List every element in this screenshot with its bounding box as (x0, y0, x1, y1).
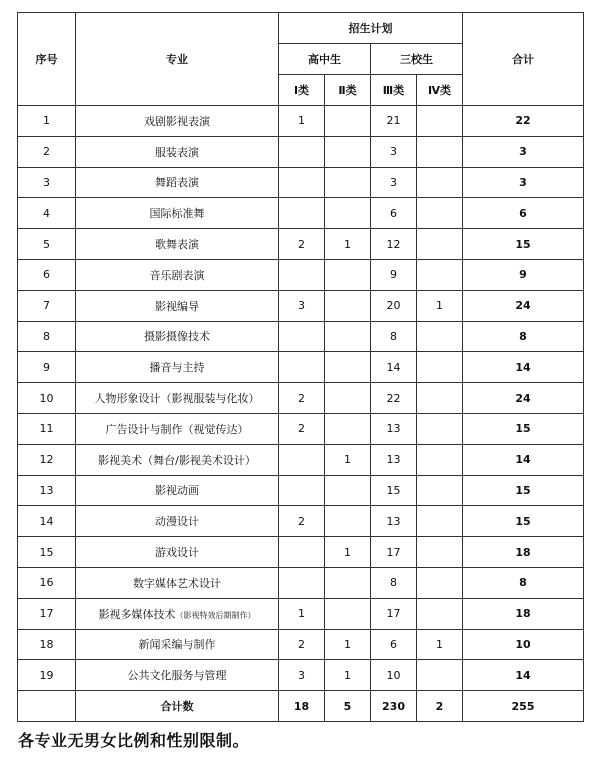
major-name: 播音与主持 (149, 361, 205, 375)
footnote: 各专业无男女比例和性别限制。 (18, 731, 250, 750)
header-type2: Ⅱ类 (325, 75, 371, 106)
row-type2-cell: 1 (325, 629, 371, 660)
row-total-cell: 15 (463, 413, 584, 444)
row-type2-cell: 1 (325, 444, 371, 475)
row-type1-cell (279, 198, 325, 229)
major-name: 音乐剧表演 (149, 268, 205, 282)
row-type1-cell (279, 321, 325, 352)
row-type3-cell: 8 (371, 321, 417, 352)
table-row (18, 321, 584, 352)
table-row (18, 167, 584, 198)
row-total-cell: 8 (463, 567, 584, 598)
row-type4-cell (417, 321, 463, 352)
table-row (18, 629, 584, 660)
header-type1: Ⅰ类 (279, 75, 325, 106)
row-type2-cell (325, 321, 371, 352)
row-total-cell: 8 (463, 321, 584, 352)
row-major-cell (76, 259, 279, 290)
row-type3-cell: 6 (371, 198, 417, 229)
header-total: 合计 (463, 13, 584, 106)
row-type3-cell: 14 (371, 352, 417, 383)
major-name: 影视多媒体技术 (98, 607, 176, 621)
major-name: 舞蹈表演 (155, 176, 199, 190)
table-row (18, 413, 584, 444)
row-type3-cell: 6 (371, 629, 417, 660)
row-seq-cell: 8 (18, 321, 76, 352)
row-major-cell (76, 290, 279, 321)
row-major-cell (76, 537, 279, 568)
row-seq-cell: 10 (18, 383, 76, 414)
row-type1-cell: 2 (279, 413, 325, 444)
row-type2-cell (325, 475, 371, 506)
row-type2-cell (325, 506, 371, 537)
row-total-cell: 3 (463, 136, 584, 167)
row-seq-cell: 5 (18, 229, 76, 260)
table-body (18, 106, 584, 722)
table-row (18, 198, 584, 229)
table-row (18, 229, 584, 260)
table-row (18, 383, 584, 414)
row-type3-cell: 20 (371, 290, 417, 321)
row-type4-cell (417, 352, 463, 383)
row-type3-cell: 17 (371, 598, 417, 629)
row-seq-cell: 9 (18, 352, 76, 383)
row-seq-cell: 15 (18, 537, 76, 568)
row-total-cell: 18 (463, 537, 584, 568)
summary-seq-cell (18, 691, 76, 722)
major-name: 数字媒体艺术设计 (133, 576, 221, 590)
major-name: 戏剧影视表演 (144, 114, 210, 128)
table-row (18, 598, 584, 629)
row-type4-cell (417, 259, 463, 290)
row-type4-cell (417, 167, 463, 198)
row-type1-cell (279, 259, 325, 290)
row-type4-cell (417, 598, 463, 629)
row-major-cell (76, 475, 279, 506)
row-total-cell: 24 (463, 383, 584, 414)
row-seq-cell: 11 (18, 413, 76, 444)
row-type1-cell (279, 567, 325, 598)
summary-type4: 2 (417, 691, 463, 722)
table-row (18, 106, 584, 137)
row-seq-cell: 13 (18, 475, 76, 506)
row-major-cell (76, 321, 279, 352)
row-seq-cell: 6 (18, 259, 76, 290)
row-seq-cell: 3 (18, 167, 76, 198)
major-name: 影视美术（舞台/影视美术设计） (98, 453, 256, 467)
row-type2-cell (325, 290, 371, 321)
row-type2-cell: 1 (325, 537, 371, 568)
row-type3-cell: 9 (371, 259, 417, 290)
major-name: 影视动画 (155, 484, 199, 498)
row-type4-cell (417, 413, 463, 444)
header-seq: 序号 (18, 13, 76, 106)
row-type1-cell: 2 (279, 229, 325, 260)
row-major-cell (76, 167, 279, 198)
major-name: 动漫设计 (155, 515, 199, 529)
row-type2-cell (325, 352, 371, 383)
row-type1-cell (279, 475, 325, 506)
major-name: 游戏设计 (155, 546, 199, 560)
row-type2-cell (325, 567, 371, 598)
row-total-cell: 15 (463, 229, 584, 260)
row-type4-cell (417, 660, 463, 691)
row-seq-cell: 16 (18, 567, 76, 598)
row-type4-cell (417, 537, 463, 568)
row-type3-cell: 13 (371, 506, 417, 537)
major-name: 影视编导 (155, 299, 199, 313)
row-seq-cell: 17 (18, 598, 76, 629)
row-type3-cell: 21 (371, 106, 417, 137)
row-major-cell (76, 229, 279, 260)
row-total-cell: 14 (463, 660, 584, 691)
row-seq-cell: 14 (18, 506, 76, 537)
summary-label: 合计数 (76, 691, 279, 722)
row-total-cell: 15 (463, 475, 584, 506)
row-major-cell (76, 413, 279, 444)
row-major-cell (76, 444, 279, 475)
row-type2-cell: 1 (325, 660, 371, 691)
table-row (18, 660, 584, 691)
row-type3-cell: 22 (371, 383, 417, 414)
header-type3: Ⅲ类 (371, 75, 417, 106)
row-total-cell: 14 (463, 352, 584, 383)
major-name: 公共文化服务与管理 (127, 669, 227, 683)
row-total-cell: 15 (463, 506, 584, 537)
row-type1-cell: 1 (279, 106, 325, 137)
row-seq-cell: 4 (18, 198, 76, 229)
row-type3-cell: 12 (371, 229, 417, 260)
row-total-cell: 10 (463, 629, 584, 660)
row-type3-cell: 3 (371, 167, 417, 198)
row-type4-cell (417, 106, 463, 137)
row-type3-cell: 15 (371, 475, 417, 506)
row-type4-cell (417, 506, 463, 537)
table-row (18, 567, 584, 598)
row-seq-cell: 12 (18, 444, 76, 475)
row-major-cell (76, 106, 279, 137)
row-seq-cell: 18 (18, 629, 76, 660)
major-name: 人物形象设计（影视服装与化妆） (94, 392, 260, 406)
row-type1-cell (279, 444, 325, 475)
row-type3-cell: 8 (371, 567, 417, 598)
row-type3-cell: 13 (371, 444, 417, 475)
row-total-cell: 24 (463, 290, 584, 321)
row-total-cell: 6 (463, 198, 584, 229)
row-total-cell: 9 (463, 259, 584, 290)
row-type2-cell (325, 413, 371, 444)
row-total-cell: 22 (463, 106, 584, 137)
row-total-cell: 3 (463, 167, 584, 198)
row-type3-cell: 10 (371, 660, 417, 691)
summary-type3: 230 (371, 691, 417, 722)
summary-total: 255 (463, 691, 584, 722)
major-name: 服装表演 (155, 145, 199, 159)
row-seq-cell: 2 (18, 136, 76, 167)
row-type4-cell (417, 229, 463, 260)
summary-row (18, 691, 584, 722)
row-major-cell (76, 629, 279, 660)
header-major: 专业 (76, 13, 279, 106)
row-type4-cell: 1 (417, 290, 463, 321)
row-seq-cell: 1 (18, 106, 76, 137)
row-type4-cell (417, 383, 463, 414)
row-type2-cell: 1 (325, 229, 371, 260)
row-type3-cell: 17 (371, 537, 417, 568)
table-row (18, 259, 584, 290)
row-type1-cell (279, 136, 325, 167)
row-type3-cell: 3 (371, 136, 417, 167)
row-type4-cell: 1 (417, 629, 463, 660)
row-type2-cell (325, 198, 371, 229)
row-type4-cell (417, 198, 463, 229)
major-note: （影视特效后期制作） (175, 610, 256, 620)
row-type4-cell (417, 444, 463, 475)
row-type2-cell (325, 167, 371, 198)
row-type4-cell (417, 475, 463, 506)
row-major-cell (76, 598, 279, 629)
header-three-schools: 三校生 (371, 44, 463, 75)
row-type1-cell: 2 (279, 506, 325, 537)
row-total-cell: 14 (463, 444, 584, 475)
summary-type2: 5 (325, 691, 371, 722)
table-row (18, 290, 584, 321)
header-plan: 招生计划 (279, 13, 463, 44)
row-total-cell: 18 (463, 598, 584, 629)
table-row (18, 475, 584, 506)
row-type3-cell: 13 (371, 413, 417, 444)
header-high-school: 高中生 (279, 44, 371, 75)
header-type4: Ⅳ类 (417, 75, 463, 106)
row-type1-cell: 3 (279, 290, 325, 321)
row-type1-cell (279, 167, 325, 198)
row-major-cell (76, 506, 279, 537)
row-seq-cell: 19 (18, 660, 76, 691)
table-row (18, 352, 584, 383)
row-type2-cell (325, 136, 371, 167)
row-type2-cell (325, 259, 371, 290)
enrollment-plan-table (17, 12, 584, 722)
row-major-cell (76, 198, 279, 229)
table-row (18, 506, 584, 537)
table-row (18, 444, 584, 475)
row-type4-cell (417, 567, 463, 598)
row-type1-cell: 3 (279, 660, 325, 691)
row-major-cell (76, 136, 279, 167)
table-row (18, 136, 584, 167)
row-seq-cell: 7 (18, 290, 76, 321)
row-type1-cell (279, 537, 325, 568)
major-name: 新闻采编与制作 (138, 638, 216, 652)
row-major-cell (76, 567, 279, 598)
major-name: 广告设计与制作（视觉传达） (105, 422, 249, 436)
row-type2-cell (325, 598, 371, 629)
row-type1-cell: 2 (279, 629, 325, 660)
major-name: 歌舞表演 (155, 238, 199, 252)
table-row (18, 537, 584, 568)
row-major-cell (76, 660, 279, 691)
row-type2-cell (325, 383, 371, 414)
summary-type1: 18 (279, 691, 325, 722)
row-type1-cell (279, 352, 325, 383)
row-major-cell (76, 383, 279, 414)
row-type4-cell (417, 136, 463, 167)
major-name: 国际标准舞 (149, 207, 205, 221)
row-type2-cell (325, 106, 371, 137)
row-type1-cell: 1 (279, 598, 325, 629)
row-major-cell (76, 352, 279, 383)
major-name: 摄影摄像技术 (144, 330, 210, 344)
row-type1-cell: 2 (279, 383, 325, 414)
